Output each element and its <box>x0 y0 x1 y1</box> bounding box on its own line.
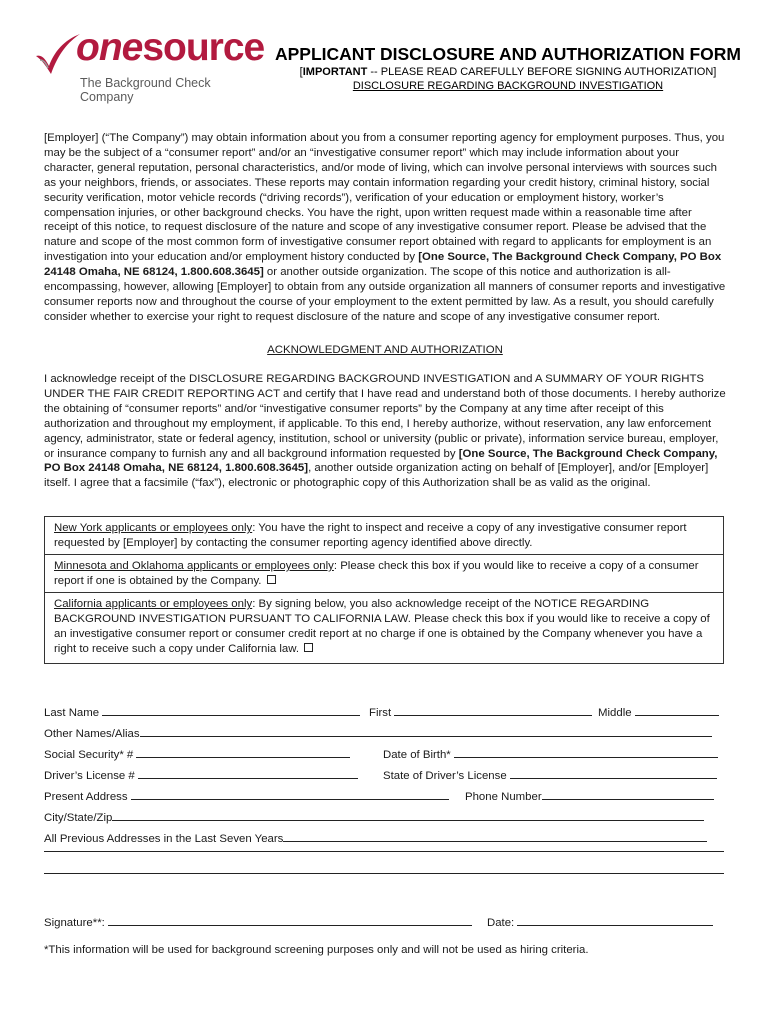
california-checkbox[interactable] <box>304 643 313 652</box>
company-logo <box>34 26 265 104</box>
ssn-field[interactable] <box>136 746 350 758</box>
ssn-dob-row <box>44 746 726 762</box>
first-name-field[interactable] <box>394 704 592 716</box>
license-state-label: State of Driver’s License <box>383 770 507 782</box>
other-names-label: Other Names/Alias <box>44 728 140 740</box>
phone-field[interactable] <box>542 788 714 800</box>
city-state-zip-field[interactable] <box>112 809 704 821</box>
present-address-label: Present Address <box>44 791 128 803</box>
signature-label: Signature**: <box>44 917 105 929</box>
previous-addresses-row <box>44 830 726 846</box>
drivers-license-label: Driver’s License # <box>44 770 135 782</box>
new-york-notice: New York applicants or employees only: You have the right to inspect and receive a copy of any investigative consumer report requested by [Employer] by contacting the consumer reporting agency identified above directly. <box>45 517 723 555</box>
state-notices-box <box>44 516 724 664</box>
acknowledgment-heading: ACKNOWLEDGMENT AND AUTHORIZATION <box>267 344 503 356</box>
city-state-zip-label: City/State/Zip <box>44 812 113 824</box>
other-names-row <box>44 725 726 741</box>
present-address-field[interactable] <box>131 788 449 800</box>
logo-wordmark: onesource <box>76 26 265 69</box>
previous-addresses-field[interactable] <box>283 830 707 842</box>
other-names-field[interactable] <box>140 725 712 737</box>
minnesota-oklahoma-checkbox[interactable] <box>267 575 276 584</box>
important-notice: [IMPORTANT -- PLEASE READ CAREFULLY BEFORE SIGNING AUTHORIZATION] <box>299 66 717 78</box>
date-label: Date: <box>487 917 515 929</box>
address-phone-row <box>44 788 726 804</box>
license-state-field[interactable] <box>510 767 717 779</box>
drivers-license-field[interactable] <box>138 767 358 779</box>
city-state-zip-row <box>44 809 726 825</box>
disclosure-paragraph: [Employer] (“The Company”) may obtain information about you from a consumer reporting agency for employment purposes. Thus, you may be the subject of a “consumer report” and/or an “investigative consumer report” which may include information about your character, general reputation, personal characteristics, and/or mode of living, which can involve personal interviews with sources such as your neighbors, friends, or associates. These reports may contain information regarding your credit history, criminal history, social security verification, motor vehicle records (“driving records”), verification of your education or employment history, worker’s compensation injuries, or other background checks. You have the right, upon written request made within a reasonable time after receipt of this notice, to request disclosure of the nature and scope of any investigative consumer report. Please be advised that the nature and scope of the most common form of investigative consumer report obtained with regard to applicants for employment is an investigation into your education and/or employment history conducted by [One Source, The Background Check Company, PO Box 24148 Omaha, NE 68124, 1.800.608.3645] or another outside organization. The scope of this notice and authorization is all-encompassing, however, allowing [Employer] to obtain from any outside organization all manners of consumer reports and investigative consumer reports now and throughout the course of your employment to the extent permitted by law. As a result, you should carefully consider whether to exercise your right to request disclosure of the nature and scope of any investigative consumer report. <box>44 132 726 323</box>
form-title: APPLICANT DISCLOSURE AND AUTHORIZATION FORM <box>275 44 741 64</box>
dob-field[interactable] <box>454 746 718 758</box>
signature-field[interactable] <box>108 914 472 926</box>
acknowledgment-paragraph: I acknowledge receipt of the DISCLOSURE REGARDING BACKGROUND INVESTIGATION and A SUMMARY OF YOUR RIGHTS UNDER THE FAIR CREDIT REPORTING ACT and certify that I have read and understand both of those documents. I hereby authorize the obtaining of “consumer reports” and/or “investigative consumer reports” by the Company at any time after receipt of this authorization and throughout my employment, if applicable. To this end, I hereby authorize, without reservation, any law enforcement agency, administrator, state or federal agency, institution, school or university (public or private), information service bureau, employer, or insurance company to furnish any and all background information requested by [One Source, The Background Check Company, PO Box 24148 Omaha, NE 68124, 1.800.608.3645], another outside organization acting on behalf of [Employer], and/or [Employer] itself. I agree that a facsimile (“fax”), electronic or photographic copy of this Authorization shall be as valid as the original. <box>44 373 726 490</box>
last-name-label: Last Name <box>44 707 100 719</box>
minnesota-oklahoma-notice: Minnesota and Oklahoma applicants or employees only: Please check this box if you would like to receive a copy of a consumer report if one is obtained by the Company. <box>45 555 723 593</box>
date-field[interactable] <box>517 914 713 926</box>
california-notice: California applicants or employees only: By signing below, you also acknowledge receipt of the NOTICE REGARDING BACKGROUND INVESTIGATION PURSUANT TO CALIFORNIA LAW. Please check this box if you would like to receive a copy of an investigative consumer report or consumer credit report at no charge if one is obtained by the Company whenever you have a right to receive such a copy under California law. <box>54 598 710 655</box>
previous-addresses-line-3[interactable] <box>44 873 724 874</box>
license-row <box>44 767 726 783</box>
middle-name-label: Middle <box>598 707 632 719</box>
previous-addresses-label: All Previous Addresses in the Last Seven Years <box>44 833 284 845</box>
last-name-field[interactable] <box>102 704 360 716</box>
signature-row <box>44 914 726 930</box>
dob-label: Date of Birth* <box>383 749 451 761</box>
footnote: *This information will be used for background screening purposes only and will not be used as hiring criteria. <box>44 944 589 956</box>
disclosure-heading: DISCLOSURE REGARDING BACKGROUND INVESTIGATION <box>352 80 664 92</box>
name-row <box>44 704 726 720</box>
first-name-label: First <box>369 707 392 719</box>
logo-tagline: The Background Check Company <box>80 76 211 104</box>
previous-addresses-line-2[interactable] <box>44 851 724 852</box>
phone-label: Phone Number <box>465 791 542 803</box>
middle-name-field[interactable] <box>635 704 719 716</box>
ssn-label: Social Security* # <box>44 749 134 761</box>
